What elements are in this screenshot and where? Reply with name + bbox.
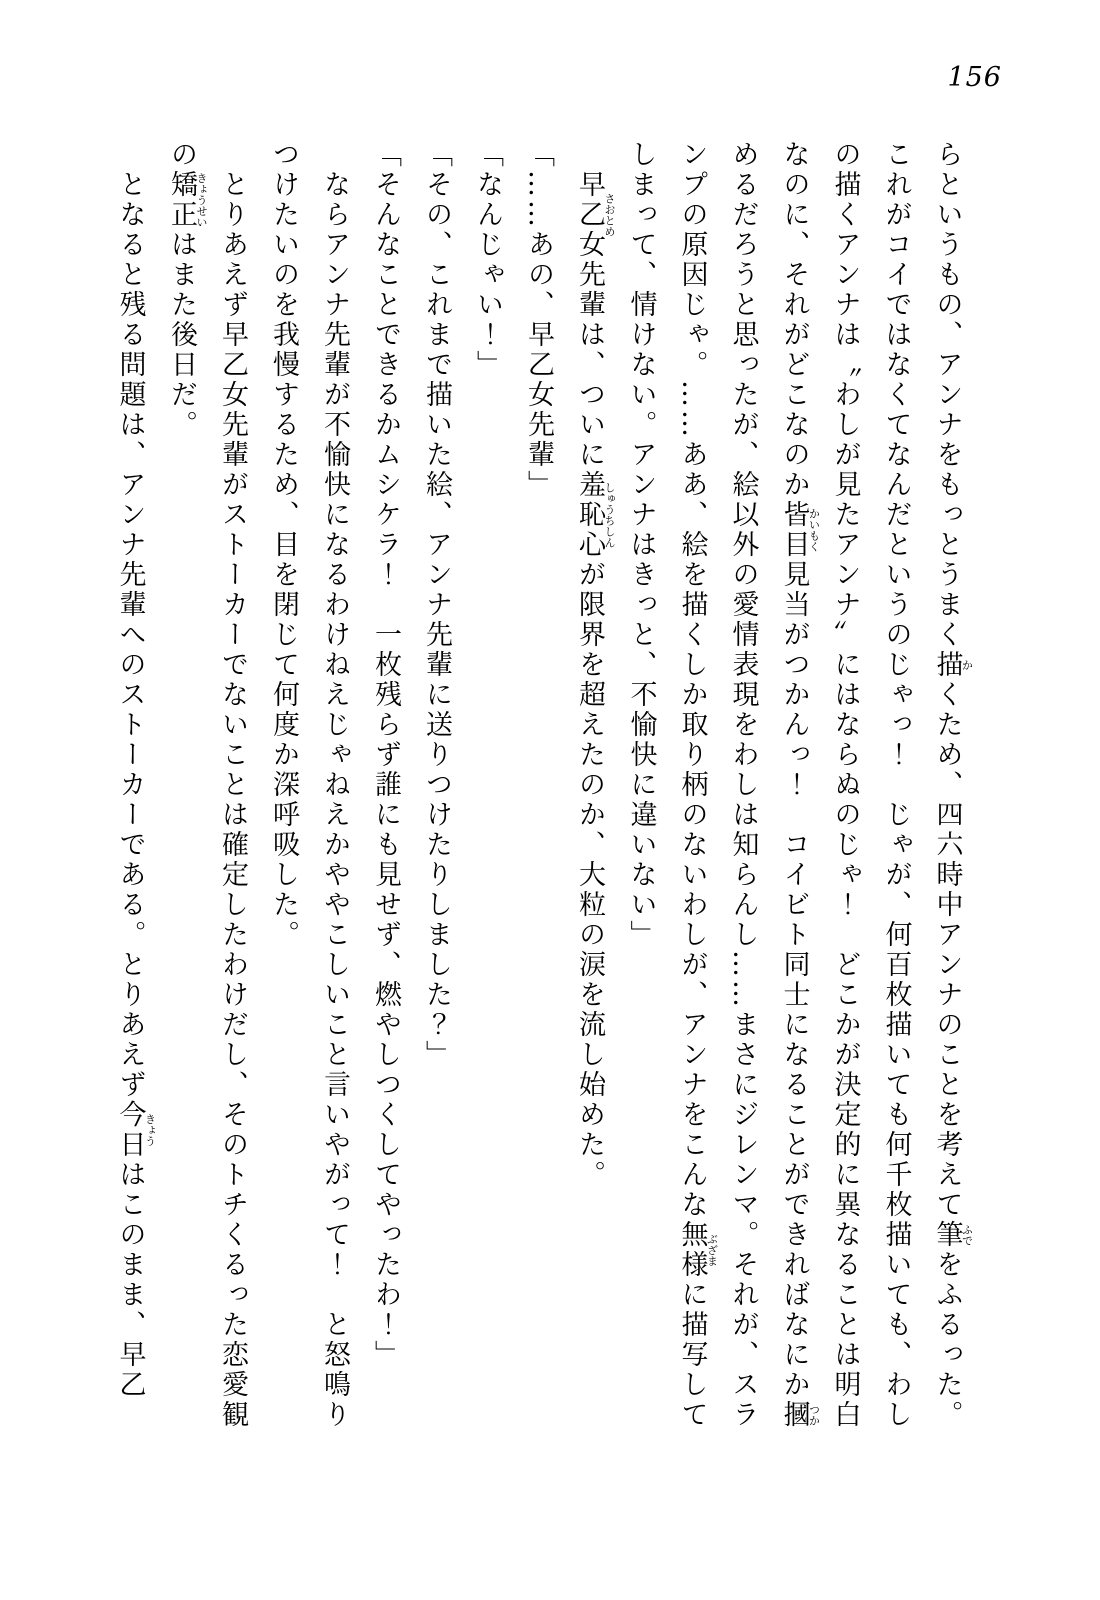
paragraph: となると残る問題は、アンナ先輩へのストーカーである。とりあえず今日きょうはこのまま、早乙 [114,170,157,1400]
furigana-ruby: 摑つか [778,1400,821,1430]
furigana-ruby: 描か [931,650,974,680]
furigana-ruby: 矯正きょうせい [166,170,208,230]
furigana-ruby: 今日きょう [114,1100,157,1160]
body-text [105,140,974,1435]
paragraph: 「その、これまで描いた絵、アンナ先輩に送りつけたりしました？」 [421,140,452,1070]
furigana-ruby: 皆目かいもく [778,500,821,560]
paragraph: 「……あの、早乙女先輩」 [523,140,554,500]
paragraph: ならアンナ先輩が不愉快になるわけねえじゃねえかややこしいこと言いやがって！ と怒鳴りつけたいのを我慢するため、目を閉じて何度か深呼吸した。 [268,140,350,1430]
furigana-ruby: 羞恥心しゅうちしん [574,470,616,560]
paragraph: とりあえず早乙女先輩がストーカーでないことは確定したわけだし、そのトチくるった恋愛観の矯正きょうせいはまた後日だ。 [166,140,248,1430]
furigana-ruby: 無様ぶざま [676,1220,719,1280]
paragraph: 早乙女さおとめ先輩は、ついに羞恥心しゅうちしんが限界を超えたのか、大粒の涙を流し始めた。 [574,170,616,1190]
furigana-ruby: 筆ふで [931,1220,974,1250]
furigana-ruby: 早乙女さおとめ [574,170,616,260]
page-number: 156 [947,62,1002,93]
paragraph: 「なんじゃい！」 [472,140,503,380]
paragraph: らというもの、アンナをもっとうまく描かくため、四六時中アンナのことを考えて筆ふでをふるった。これがコイではなくてなんだというのじゃっ！ じゃが、何百枚描いても何千枚描いても、わしの描くアンナは〝わしが見たアンナ〟にはならぬのじゃ！ どこかが決定的に異なることは明白なのに、それがどこなのか皆目かいもく見当がつかんっ！ コイビト同士になることができればなにか摑つかめるだろうと思ったが、絵以外の愛情表現をわしは知らんし……まさにジレンマ。それが、スランプの原因じゃ。……ああ、絵を描くしか取り柄のないわしが、アンナをこんな無様ぶざまに描写してしまって、情けない。アンナはきっと、不愉快に違いない」 [625,140,974,1430]
paragraph: 「そんなことできるかムシケラ！ 一枚残らず誰にも見せず、燃やしつくしてやったわ！」 [370,140,401,1370]
